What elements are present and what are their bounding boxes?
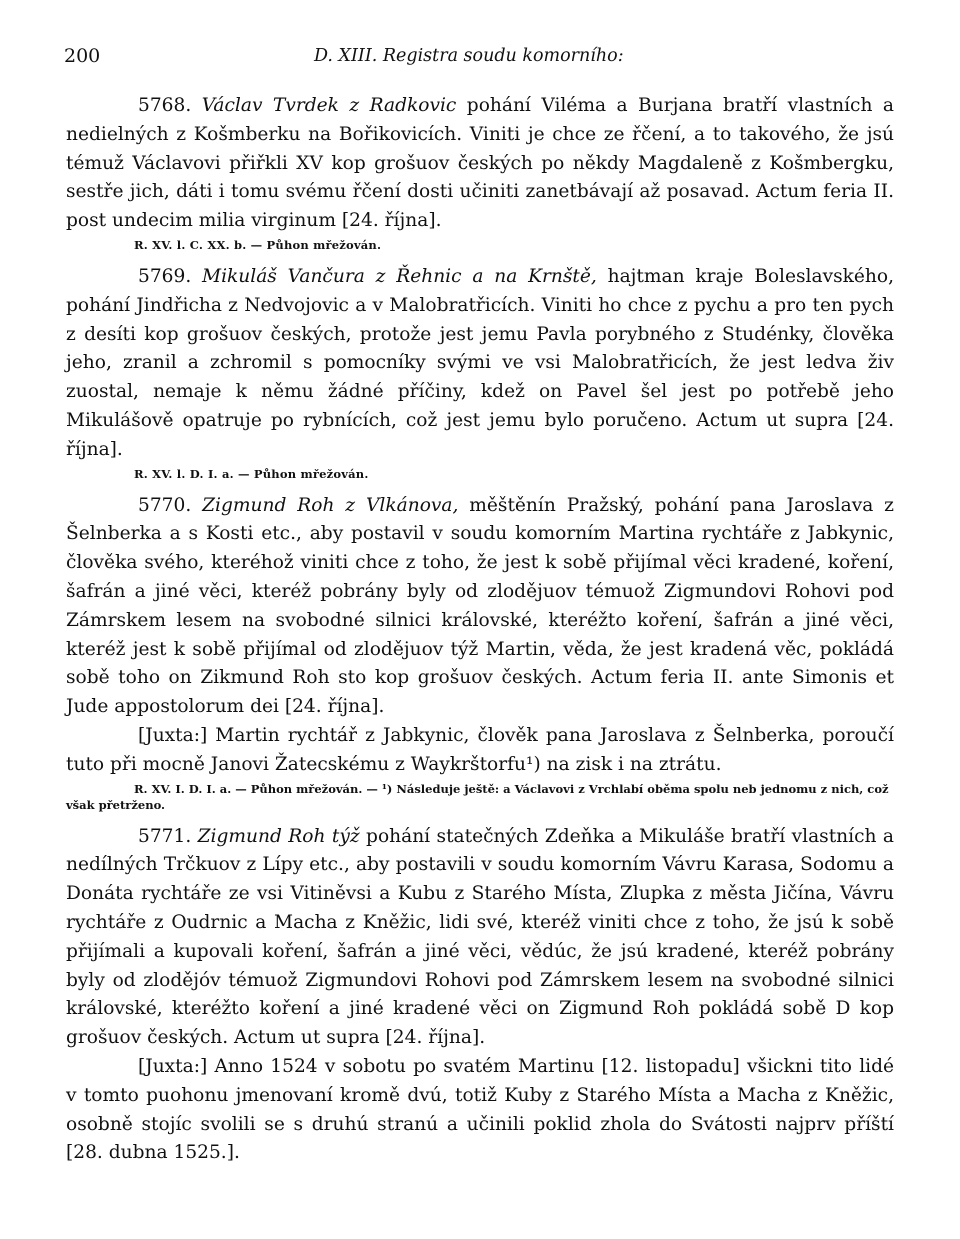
entry-5768	[66, 92, 894, 253]
entry-text: měštěnín Pražský, pohání pana Jaroslava z Šelnberka a s Kosti etc., aby postavil v soudu komorním Martina rychtáře z Jabkynic, člověka svého, kteréhož viniti chce z toho, že jest k sobě přijímal věci kradené, koření, šafrán a jiné věci, kteréž pobrány byly od zlodějuov témuož Zigmundovi Rohovi pod Zámrskem lesem na svobodné silnici královské, kteréžto koření, šafrán a jiné věci, kteréž jest k sobě přijímal od zlodějuov týž Martin, věda, že jest kradená věc, pokládá sobě toho on Zikmund Roh sto kop grošuov českých. Actum feria II. ante Simonis et Jude appostolorum dei [24. října].	[66, 494, 894, 718]
entry-reference: R. XV. l. C. XX. b. — Půhon mřežován.	[134, 237, 382, 252]
entry-person-name: Mikuláš Vančura z Řehnic a na Krnště,	[202, 265, 597, 287]
entry-number: 5770.	[138, 494, 192, 516]
page-header	[66, 42, 894, 72]
entry-5771	[66, 823, 894, 1169]
entry-person-name: Zigmund Roh týž	[197, 825, 360, 847]
juxta-note: [Juxta:] Anno 1524 v sobotu po svatém Martinu [12. listopadu] všickni tito lidé v tomto puohonu jmenovaní kromě dvú, totiž Kuby z Starého Místa a Macha z Kněžic, osobně stojíc svolili se s druhú stranú a učinili poklid zhola do Svátosti najprv příští [28. dubna 1525.].	[66, 1055, 894, 1164]
entry-5769	[66, 263, 894, 482]
entry-number: 5768.	[138, 95, 192, 116]
entry-reference: R. XV. l. D. I. a. — Půhon mřežován.	[134, 466, 369, 481]
entry-reference-footnote: R. XV. I. D. I. a. — Půhon mřežován. — ¹) Následuje ještě: a Václavovi z Vrchlabí oběma spolu neb jednomu z nich, což však přetrženo.	[66, 781, 889, 812]
juxta-note: [Juxta:] Martin rychtář z Jabkynic, člověk pana Jaroslava z Šelnberka, poroučí tuto při mocně Janovi Žatecskému z Waykrštorfu¹) na zisk i na ztrátu.	[66, 724, 894, 775]
entry-paragraph	[66, 492, 894, 722]
entry-number: 5769.	[138, 265, 192, 287]
entry-paragraph	[66, 263, 894, 465]
entry-5770	[66, 492, 894, 813]
running-title: D. XIII. Registra soudu komorního:	[314, 46, 624, 66]
entry-text: pohání statečných Zdeňka a Mikuláše bratří vlastních a nedílných Trčkuov z Lípy etc., aby postavili v soudu komorním Vávru Karasa, Sodomu a Donáta rychtáře ze vsi Vitiněvsi a Kubu z Starého Místa, Zlupka z města Jičína, Vávru rychtáře z Oudrnic a Macha z Kněžic, lidi své, kteréž viniti chce z toho, že jsú k sobě přijímali a kupovali koření, šafrán a jiné věci, vědúc, že jsú kradené, kteréž pobrány byly od zlodějóv témuož Zigmundovi Rohovi pod Zámrskem lesem na svobodné silnici královské, kteréžto koření a jiné kradené věci on Zigmund Roh pokládá sobě D kop grošuov českých. Actum ut supra [24. října].	[66, 825, 894, 1049]
entry-text: hajtman kraje Boleslavského, pohání Jindřicha z Nedvojovic a v Malobratřicích. Viniti ho chce z pychu a pro ten pych z desíti kop grošuov českých, protože jest jemu Pavla porybného z Studénky, člověka jeho, zranil a zchromil s pomocníky svými ve vsi Malobratřicích, že jest ledva živ zuostal, nemaje k němu žádné příčiny, kdež on Pavel šel jest po potřebě jeho Mikulášově opatruje po rybnících, což jest jemu bylo poručeno. Actum ut supra [24. října].	[66, 265, 894, 460]
entry-paragraph	[66, 92, 894, 236]
entry-person-name: Václav Tvrdek z Radkovic	[201, 95, 457, 116]
page-number: 200	[64, 45, 101, 67]
entry-person-name: Zigmund Roh z Vlkánova,	[202, 494, 459, 516]
entry-number: 5771.	[138, 825, 192, 847]
entry-paragraph	[66, 823, 894, 1053]
entry-text: pohání Viléma a Burjana bratří vlastních a nedielných z Košmberku na Bořikovicích. Viniti je chce ze řčení, a to takového, že jsú témuž Václavovi přiřkli XV kop grošuov českých po někdy Magdaleně z Košmbergku, sestře jich, dáti i tomu svému řčení dosti učiniti zanetbávají až posavad. Actum feria II. post undecim milia virginum [24. října].	[66, 95, 894, 232]
